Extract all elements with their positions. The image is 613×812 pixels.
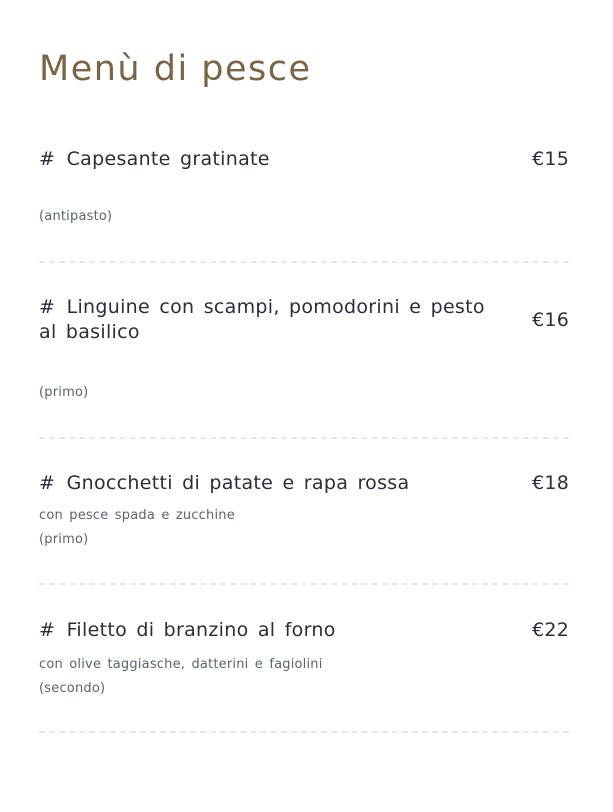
hash-icon: # <box>39 619 56 641</box>
menu-item-header <box>39 295 569 345</box>
menu-item <box>39 585 569 733</box>
menu-item <box>39 147 569 263</box>
hash-icon: # <box>39 148 56 170</box>
hash-icon: # <box>39 472 56 494</box>
menu-item-header <box>39 471 569 496</box>
page-title: Menù di pesce <box>39 49 312 89</box>
menu-item-name: Capesante gratinate <box>66 148 270 170</box>
menu-item-description: con pesce spada e zucchine <box>39 508 235 523</box>
menu-item-course: (primo) <box>39 532 89 547</box>
menu-item-description: con olive taggiasche, datterini e fagiolini <box>39 657 323 672</box>
menu-item-course: (secondo) <box>39 681 106 696</box>
menu-item-course: (antipasto) <box>39 209 113 224</box>
hash-icon: # <box>39 296 56 318</box>
menu-item-name: Filetto di branzino al forno <box>66 619 336 641</box>
menu-item-name: Linguine con scampi, pomodorini e pesto al basilico <box>39 296 485 343</box>
menu-item <box>39 439 569 585</box>
menu-item-header <box>39 147 569 172</box>
menu-list <box>39 147 569 733</box>
menu-item-name-wrap <box>39 618 336 643</box>
menu-item-name: Gnocchetti di patate e rapa rossa <box>66 472 410 494</box>
menu-item <box>39 263 569 439</box>
menu-item-price: €16 <box>532 308 569 331</box>
menu-item-price: €15 <box>532 148 569 170</box>
menu-item-price: €22 <box>532 619 569 641</box>
menu-item-name-wrap <box>39 147 270 172</box>
menu-item-course: (primo) <box>39 385 89 400</box>
menu-item-header <box>39 618 569 643</box>
menu-item-name-wrap <box>39 295 508 345</box>
menu-item-price: €18 <box>532 472 569 494</box>
menu-item-name-wrap <box>39 471 409 496</box>
